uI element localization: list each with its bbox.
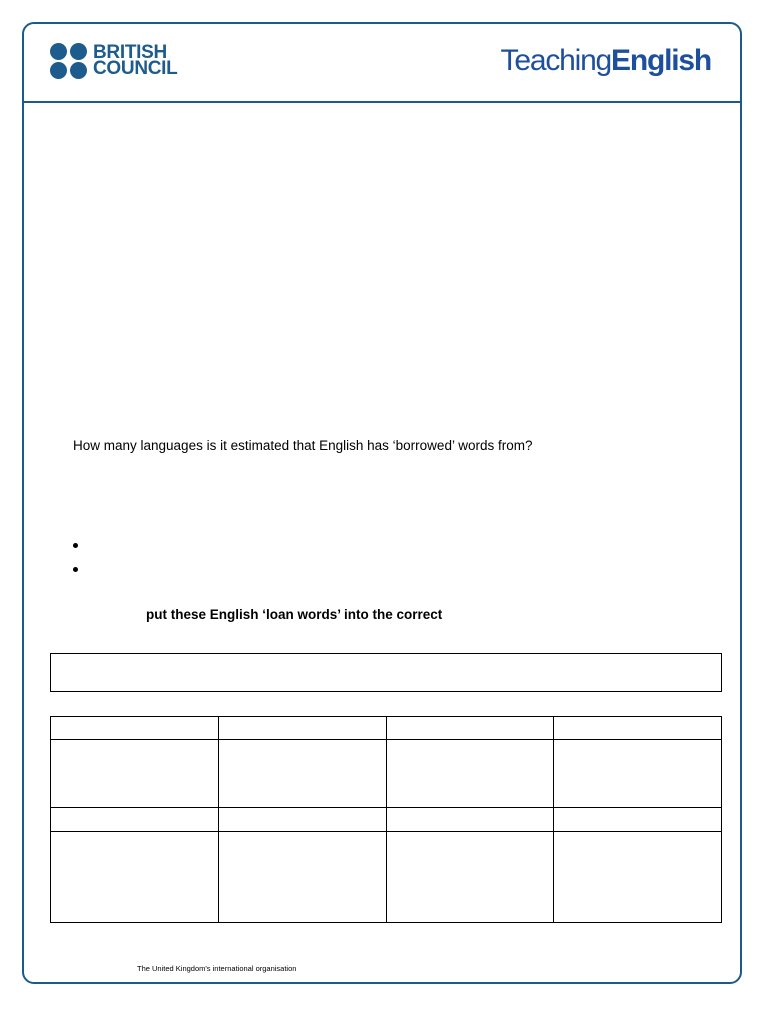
table-cell	[218, 717, 386, 740]
british-council-logo	[50, 43, 177, 79]
table-cell	[51, 717, 219, 740]
logo-word-english: English	[611, 44, 711, 77]
header-divider	[22, 101, 742, 103]
logo-line-1: BRITISH	[93, 42, 167, 63]
table-cell	[554, 808, 722, 831]
bullet-list	[70, 538, 80, 586]
word-box	[50, 653, 722, 692]
table-cell	[51, 831, 219, 922]
table-cell	[386, 808, 554, 831]
table-cell	[218, 808, 386, 831]
table-cell	[386, 717, 554, 740]
answer-table	[50, 716, 722, 923]
table-cell	[51, 740, 219, 808]
table-cell	[554, 740, 722, 808]
instruction-text: put these English ‘loan words’ into the correct	[146, 607, 443, 622]
table-row	[51, 831, 722, 922]
logo-word-teaching: Teaching	[500, 44, 612, 77]
teaching-english-logo	[501, 44, 711, 78]
table-row	[51, 808, 722, 831]
table-row	[51, 740, 722, 808]
logo-line-2: COUNCIL	[93, 58, 178, 79]
table-cell	[218, 740, 386, 808]
table-cell	[554, 831, 722, 922]
table-cell	[386, 740, 554, 808]
table-cell	[386, 831, 554, 922]
bullet-item	[70, 538, 80, 562]
table-cell	[554, 717, 722, 740]
british-council-dots-icon	[50, 43, 87, 79]
footer-tagline: The United Kingdom's international organisation	[137, 964, 297, 973]
table-cell	[51, 808, 219, 831]
table-cell	[218, 831, 386, 922]
table-row	[51, 717, 722, 740]
question-text: How many languages is it estimated that English has ‘borrowed’ words from?	[73, 438, 533, 453]
bullet-item	[70, 562, 80, 586]
